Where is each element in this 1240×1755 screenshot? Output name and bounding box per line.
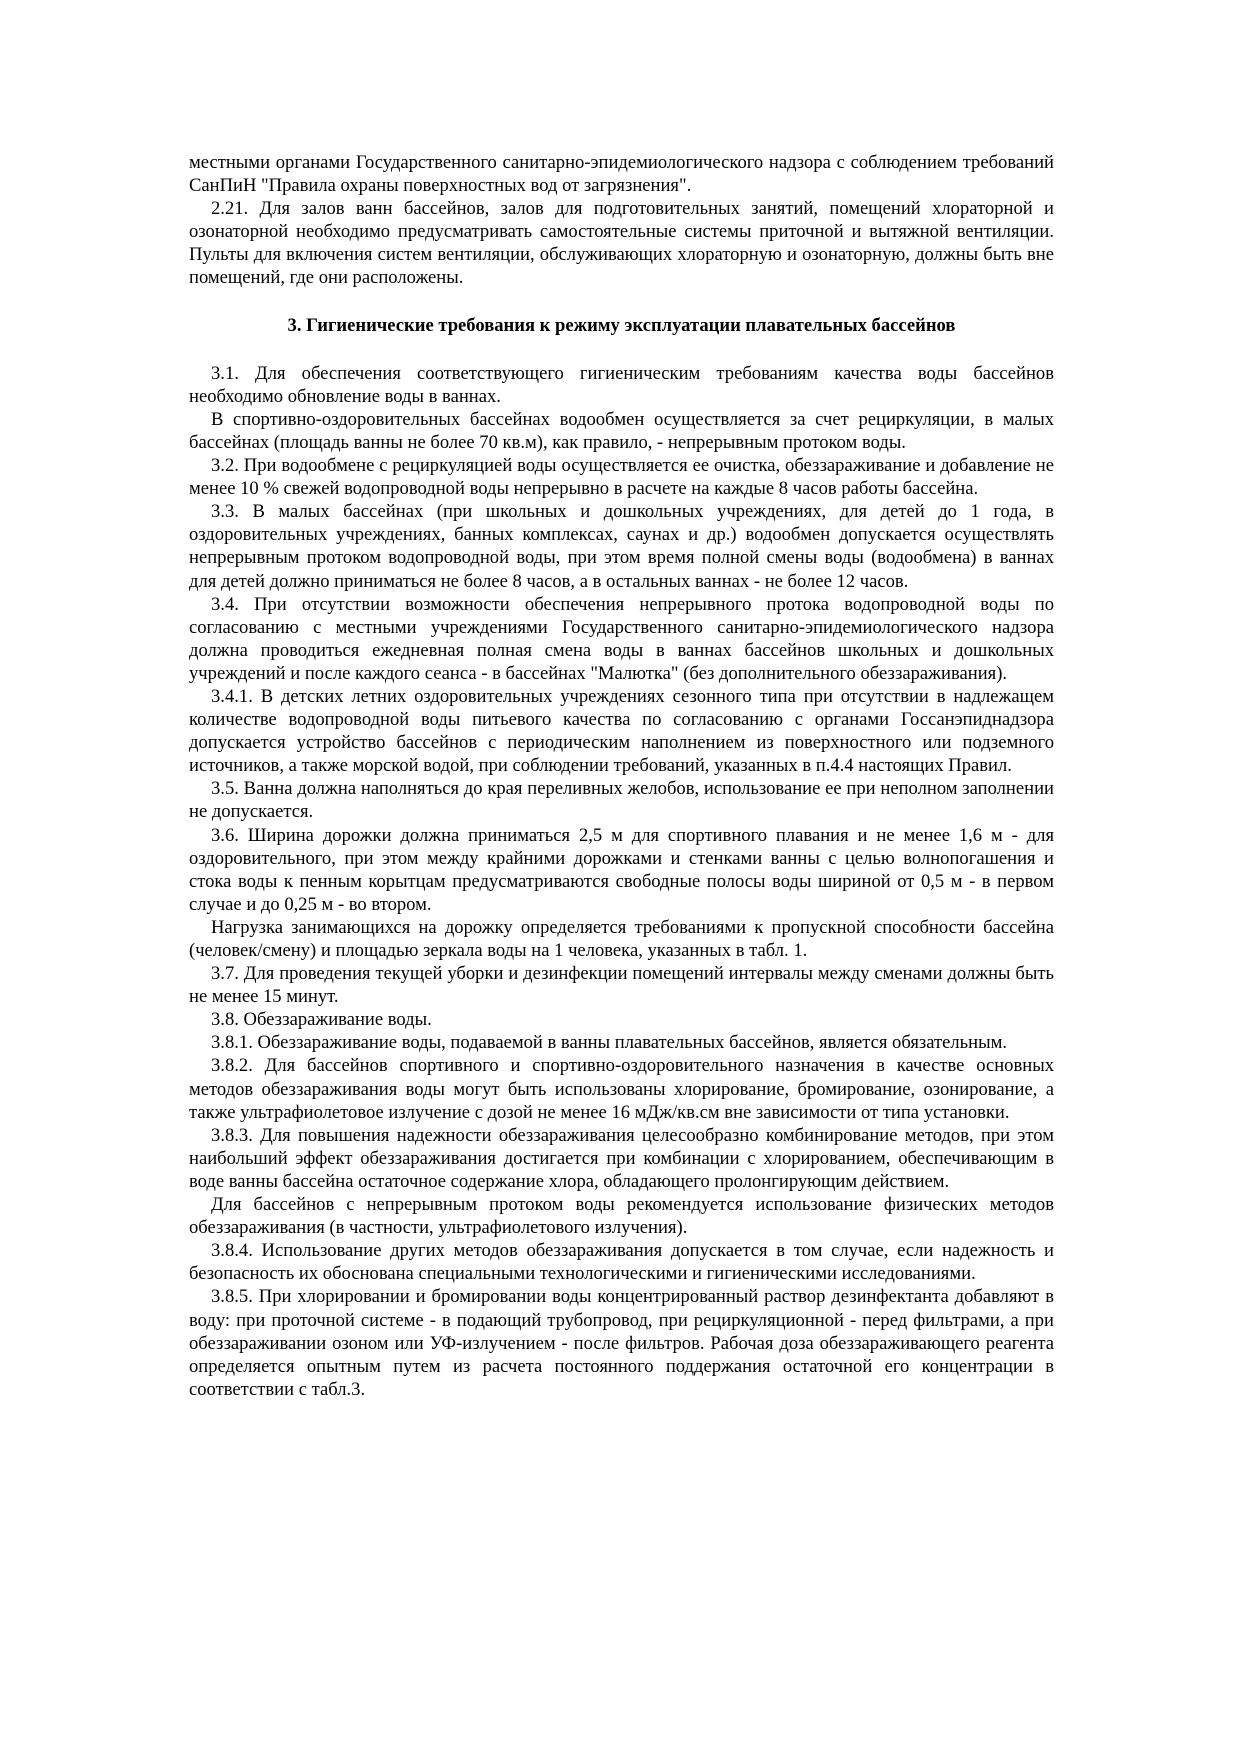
paragraph-3-4-1: 3.4.1. В детских летних оздоровительных учреждениях сезонного типа при отсутствии в надлежащем количестве водопроводной воды питьевого качества по согласованию с органами Госсанэпиднадзора допускается устройство бассейнов с периодическим наполнением из поверхностного или подземного источников, а также морской водой, при соблюдении требований, указанных в п.4.4 настоящих Правил. [189, 685, 1054, 777]
paragraph-3-3: 3.3. В малых бассейнах (при школьных и дошкольных учреждениях, для детей до 1 года, в оздоровительных учреждениях, банных комплексах, саунах и др.) водообмен допускается осуществлять непрерывным протоком водопроводной воды, при этом время полной смены воды (водообмена) в ваннах для детей должно приниматься не более 8 часов, а в остальных ваннах - не более 12 часов. [189, 501, 1054, 592]
paragraph-3-2: 3.2. При водообмене с рециркуляцией воды осуществляется ее очистка, обеззараживание и добавление не менее 10 % свежей водопроводной воды непрерывно в расчете на каждые 8 часов работы бассейна. [189, 455, 1054, 500]
section-heading: 3. Гигиенические требования к режиму эксплуатации плавательных бассейнов [287, 314, 956, 336]
paragraph: Для бассейнов с непрерывным протоком воды рекомендуется использование физических методов обеззараживания (в частности, ультрафиолетового излучения). [189, 1194, 1054, 1239]
paragraph-3-7: 3.7. Для проведения текущей уборки и дезинфекции помещений интервалы между сменами должны быть не менее 15 минут. [189, 963, 1054, 1008]
paragraph-3-4: 3.4. При отсутствии возможности обеспечения непрерывного протока водопроводной воды по согласованию с местными учреждениями Государственного санитарно-эпидемиологического надзора должна проводиться ежедневная полная смена воды в ваннах бассейнов школьных и дошкольных учреждений и после каждого сеанса - в бассейнах "Малютка" (без дополнительного обеззараживания). [189, 593, 1054, 684]
paragraph-3-8: 3.8. Обеззараживание воды. [211, 1009, 432, 1031]
paragraph-3-8-2: 3.8.2. Для бассейнов спортивного и спортивно-оздоровительного назначения в качестве основных методов обеззараживания воды могут быть использованы хлорирование, бромирование, озонирование, а также ультрафиолетовое излучение с дозой не менее 16 мДж/кв.см вне зависимости от типа установки. [189, 1055, 1054, 1123]
document-page [189, 151, 1054, 1401]
paragraph-3-8-3: 3.8.3. Для повышения надежности обеззараживания целесообразно комбинирование методов, при этом наибольший эффект обеззараживания достигается при комбинации с хлорированием, обеспечивающим в воде ванны бассейна остаточное содержание хлора, обладающего пролонгирующим действием. [189, 1124, 1054, 1192]
paragraph-2-21: 2.21. Для залов ванн бассейнов, залов для подготовительных занятий, помещений хлораторной и озонаторной необходимо предусматривать самостоятельные системы приточной и вытяжной вентиляции. Пульты для включения систем вентиляции, обслуживающих хлораторную и озонаторную, должны быть вне помещений, где они расположены. [189, 198, 1054, 289]
paragraph-3-8-1: 3.8.1. Обеззараживание воды, подаваемой в ванны плавательных бассейнов, является обязательным. [211, 1032, 1007, 1054]
paragraph-3-1: 3.1. Для обеспечения соответствующего гигиеническим требованиям качества воды бассейнов необходимо обновление воды в ваннах. [189, 362, 1054, 407]
paragraph-3-8-4: 3.8.4. Использование других методов обеззараживания допускается в том случае, если надежность и безопасность их обоснована специальными технологическими и гигиеническими исследованиями. [189, 1240, 1054, 1285]
paragraph-3-5: 3.5. Ванна должна наполняться до края переливных желобов, использование ее при неполном заполнении не допускается. [189, 778, 1054, 823]
paragraph-continuation: местными органами Государственного санитарно-эпидемиологического надзора с соблюдением требований СанПиН "Правила охраны поверхностных вод от загрязнения". [189, 152, 1054, 197]
paragraph-3-8-5: 3.8.5. При хлорировании и бромировании воды концентрированный раствор дезинфектанта добавляют в воду: при проточной системе - в подающий трубопровод, при рециркуляционной - перед фильтрами, а при обеззараживании озоном или УФ-излучением - после фильтров. Рабочая доза обеззараживающего реагента определяется опытным путем из расчета постоянного поддержания остаточной его концентрации в соответствии с табл.3. [189, 1286, 1054, 1400]
paragraph-3-6: 3.6. Ширина дорожки должна приниматься 2,5 м для спортивного плавания и не менее 1,6 м - для оздоровительного, при этом между крайними дорожками и стенками ванны с целью волнопогашения и стока воды к пенным корытцам предусматриваются свободные полосы воды шириной от 0,5 м - в первом случае и до 0,25 м - во втором. [189, 824, 1054, 915]
paragraph: В спортивно-оздоровительных бассейнах водообмен осуществляется за счет рециркуляции, в малых бассейнах (площадь ванны не более 70 кв.м), как правило, - непрерывным протоком воды. [189, 408, 1054, 453]
paragraph: Нагрузка занимающихся на дорожку определяется требованиями к пропускной способности бассейна (человек/смену) и площадью зеркала воды на 1 человека, указанных в табл. 1. [189, 916, 1054, 961]
